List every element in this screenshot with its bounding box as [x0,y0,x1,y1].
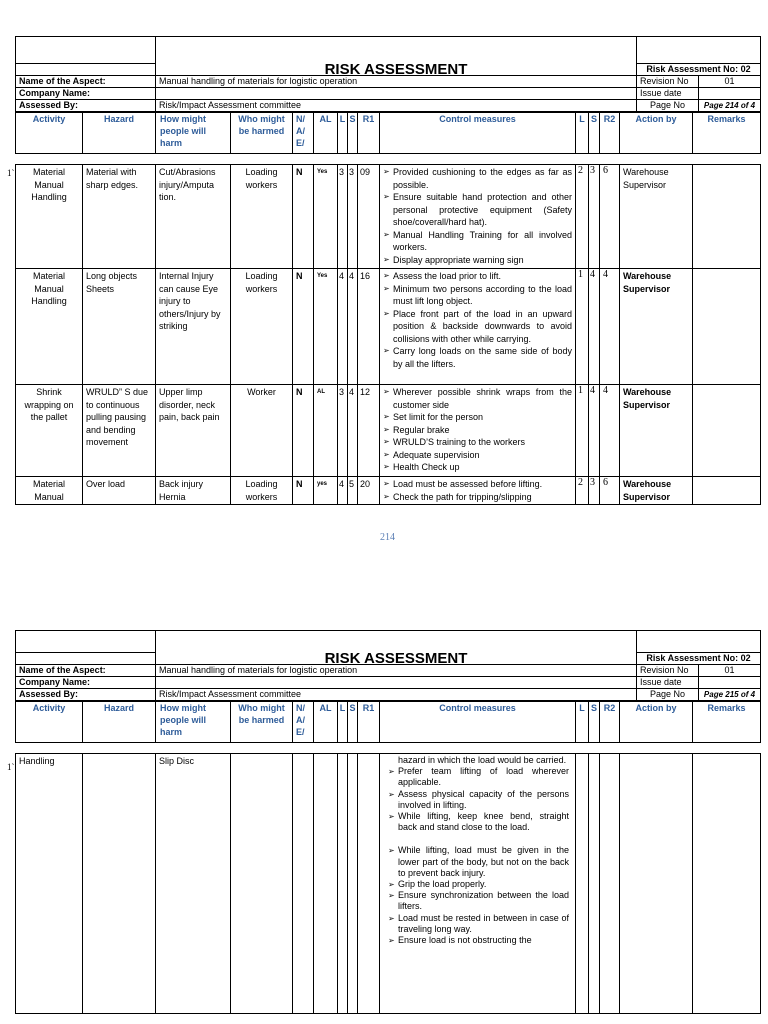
page-214 [7,36,760,543]
control-item: ➢ Grip the load properly. [388,879,569,890]
cell-hazard: Long objects Sheets [83,269,156,385]
cell-l2: 1 [576,269,589,385]
col-how: How might people will harm [156,113,231,154]
control-item: ➢ Ensure load is not obstructing the [388,935,569,946]
table-row [16,165,761,269]
cell-who: Worker [231,385,293,477]
control-item: ➢ Ensure synchronization between the load lifters. [388,890,569,912]
cell-hazard: Over load [83,477,156,505]
page-215 [7,630,760,1014]
column-header-row [15,112,761,154]
cell-how: Internal Injury can cause Eye injury to others/Injury by striking [156,269,231,385]
cell-s2: 4 [589,385,600,477]
issue-label: Issue date [637,88,699,100]
col-r1: R1 [358,113,380,154]
company-label: Company Name: [16,677,156,689]
cell-nae: N [293,385,314,477]
control-item: ➢ Place front part of the load in an upward position & backside downwards to avoid collisions with other while carrying. [383,308,572,346]
cell-remarks [693,477,761,505]
control-item: ➢ Assess the load prior to lift. [383,270,572,283]
cell-controls [380,165,576,269]
margin-mark: 1` [7,168,15,178]
col-nae: N/ A/ E/ [293,113,314,154]
cell-remarks [693,165,761,269]
col-remarks: Remarks [693,702,761,743]
col-l: L [338,113,348,154]
cell-activity: Material Manual Handling [16,165,83,269]
cell-action: Warehouse Supervisor [620,477,693,505]
col-l: L [338,702,348,743]
col-s: S [348,702,358,743]
cell-hazard [83,754,156,1014]
page-no-label: Page No [637,689,699,701]
control-item: ➢ Manual Handling Training for all involved workers. [383,229,572,254]
revision-label: Revision No [637,76,699,88]
cell-hazard: WRULD” S due to continuous pulling pausing and bending movement [83,385,156,477]
control-item: ➢ Wherever possible shrink wraps from the customer side [383,386,572,411]
control-item: ➢ Check the path for tripping/slipping [383,491,572,504]
cell-r1: 16 [358,269,380,385]
company-label: Company Name: [16,88,156,100]
control-item: ➢ Set limit for the person [383,411,572,424]
cell-remarks [693,269,761,385]
cell-nae: N [293,269,314,385]
col-hazard: Hazard [83,113,156,154]
cell-who: Loading workers [231,269,293,385]
col-l2: L [576,702,589,743]
cell-s: 4 [348,269,358,385]
control-item: ➢ Adequate supervision [383,449,572,462]
col-action: Action by [620,113,693,154]
cell-s2: 4 [589,269,600,385]
margin-mark: 1` [7,762,15,772]
cell-remarks [693,385,761,477]
revision-value: 01 [699,76,761,88]
cell-activity: Handling [16,754,83,1014]
page-no-value: Page 214 of 4 [699,100,761,112]
cell-r2: 6 [600,165,620,269]
cell-controls [380,385,576,477]
cell-nae: N [293,477,314,505]
cell-controls [380,754,576,1014]
col-l2: L [576,113,589,154]
cell-activity: Material Manual Handling [16,269,83,385]
control-item: ➢ Load must be assessed before lifting. [383,478,572,491]
document-title: RISK ASSESSMENT [156,37,637,76]
issue-label: Issue date [637,677,699,689]
page-no-label: Page No [637,100,699,112]
cell-r1: 09 [358,165,380,269]
cell-al: Yes [314,165,338,269]
cell-l2: 2 [576,477,589,505]
cell-s2: 3 [589,165,600,269]
table-row [16,385,761,477]
cell-r2: 4 [600,269,620,385]
column-header-row [15,701,761,743]
col-r1: R1 [358,702,380,743]
cell-al: AL [314,385,338,477]
aspect-value: Manual handling of materials for logistic operation [156,665,637,677]
ra-number: Risk Assessment No: 02 [637,653,761,665]
cell-l: 3 [338,165,348,269]
col-hazard: Hazard [83,702,156,743]
cell-r2: 4 [600,385,620,477]
cell-l2: 1 [576,385,589,477]
cell-action: Warehouse Supervisor [620,385,693,477]
cell-activity: Shrink wrapping on the pallet [16,385,83,477]
col-control: Control measures [380,702,576,743]
col-al: AL [314,702,338,743]
cell-s: 4 [348,385,358,477]
cell-l: 4 [338,477,348,505]
cell-controls [380,269,576,385]
col-how: How might people will harm [156,702,231,743]
control-item: ➢ Carry long loads on the same side of body by all the lifters. [383,345,572,370]
col-activity: Activity [16,113,83,154]
page-footer-number: 214 [380,532,395,543]
cell-controls [380,477,576,505]
cell-action: Warehouse Supervisor [620,269,693,385]
assessed-label: Assessed By: [16,100,156,112]
cell-s2: 3 [589,477,600,505]
cell-s: 5 [348,477,358,505]
col-action: Action by [620,702,693,743]
aspect-value: Manual handling of materials for logistic operation [156,76,637,88]
cell-l: 4 [338,269,348,385]
col-r2: R2 [600,702,620,743]
cell-action: Warehouse Supervisor [620,165,693,269]
control-item: ➢ Assess physical capacity of the persons involved in lifting. [388,789,569,811]
col-control: Control measures [380,113,576,154]
col-s2: S [589,702,600,743]
cell-al: Yes [314,269,338,385]
col-r2: R2 [600,113,620,154]
cell-how: Slip Disc [156,754,231,1014]
control-item: ➢ Load must be rested in between in case of traveling long way. [388,913,569,935]
document-title: RISK ASSESSMENT [156,631,637,665]
control-item: ➢ Provided cushioning to the edges as far as possible. [383,166,572,191]
control-item: ➢ Ensure suitable hand protection and other personal protective equipment (Safety shoe/coverall/hard hat). [383,191,572,229]
col-activity: Activity [16,702,83,743]
cell-r1: 12 [358,385,380,477]
assessed-value: Risk/Impact Assessment committee [156,100,637,112]
cell-r1: 20 [358,477,380,505]
ra-number: Risk Assessment No: 02 [637,64,761,76]
cell-who: Loading workers [231,477,293,505]
cell-nae: N [293,165,314,269]
assessed-label: Assessed By: [16,689,156,701]
revision-value: 01 [699,665,761,677]
cell-how: Back injury Hernia [156,477,231,505]
control-item: ➢ Display appropriate warning sign [383,254,572,267]
aspect-label: Name of the Aspect: [16,665,156,677]
cell-r2: 6 [600,477,620,505]
header-table [15,630,761,701]
control-item: ➢ Minimum two persons according to the load must lift long object. [383,283,572,308]
cell-hazard: Material with sharp edges. [83,165,156,269]
cell-s: 3 [348,165,358,269]
cell-activity: Material Manual [16,477,83,505]
page-no-value: Page 215 of 4 [699,689,761,701]
cell-l: 3 [338,385,348,477]
cell-l2: 2 [576,165,589,269]
assessed-value: Risk/Impact Assessment committee [156,689,637,701]
control-item: ➢ While lifting, keep knee bend, straight back and stand close to the load. [388,811,569,833]
control-continuation: hazard in which the load would be carried. [398,755,567,765]
control-item: ➢ While lifting, load must be given in the lower part of the body, but not on the back to prevent back injury. [388,845,569,879]
aspect-label: Name of the Aspect: [16,76,156,88]
header-table [15,36,761,112]
control-item: ➢ Regular brake [383,424,572,437]
risk-table [15,753,761,1014]
col-al: AL [314,113,338,154]
col-remarks: Remarks [693,113,761,154]
table-row [16,477,761,505]
table-row [16,269,761,385]
table-row [16,754,761,1014]
cell-al: yes [314,477,338,505]
col-who: Who might be harmed [231,702,293,743]
col-who: Who might be harmed [231,113,293,154]
control-item: ➢ Health Check up [383,461,572,474]
col-s2: S [589,113,600,154]
col-s: S [348,113,358,154]
control-item: ➢ Prefer team lifting of load wherever applicable. [388,766,569,788]
control-item: ➢ WRULD’S training to the workers [383,436,572,449]
risk-table [15,164,761,505]
col-nae: N/ A/ E/ [293,702,314,743]
cell-how: Upper limp disorder, neck pain, back pain [156,385,231,477]
cell-how: Cut/Abrasions injury/Amputa tion. [156,165,231,269]
revision-label: Revision No [637,665,699,677]
cell-who: Loading workers [231,165,293,269]
